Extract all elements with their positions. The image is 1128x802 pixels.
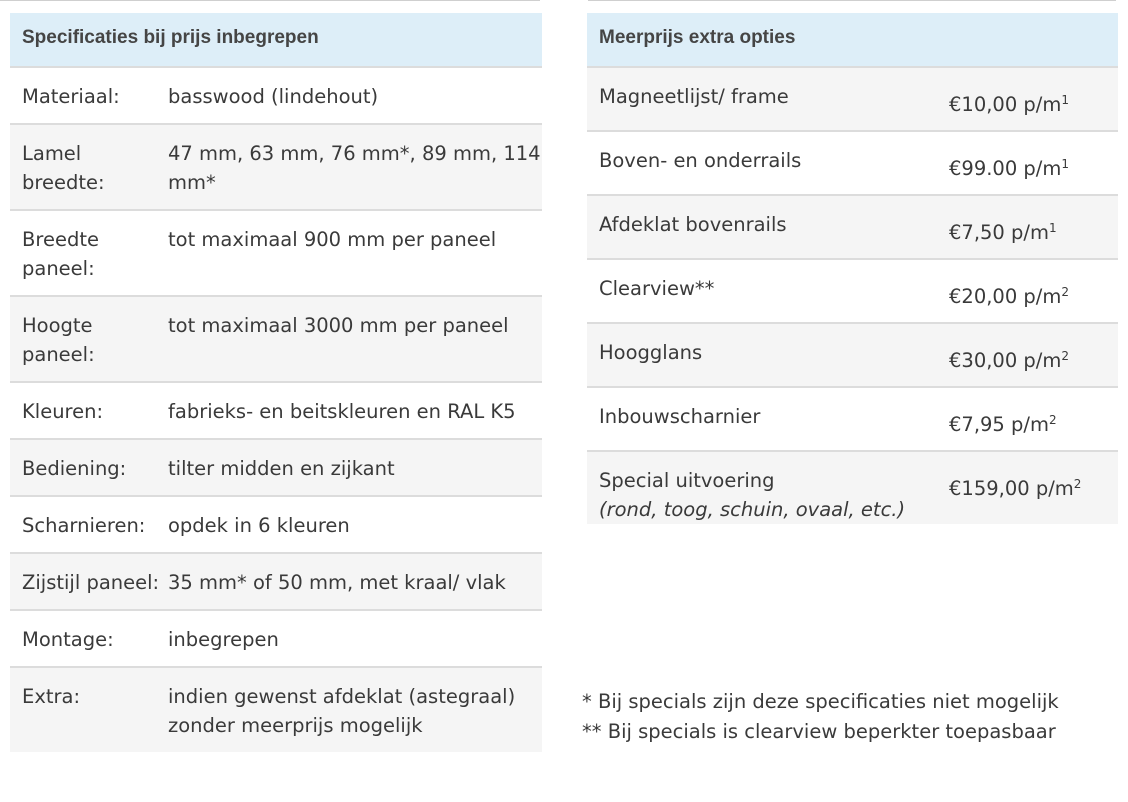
footnote: * Bij specials zijn deze specificaties niet mogelijk: [582, 690, 1059, 713]
price-unit-exponent: 2: [1048, 413, 1057, 427]
specs-title: Specificaties bij prijs inbegrepen: [10, 13, 542, 67]
spec-value: 35 mm* of 50 mm, met kraal/ vlak: [168, 553, 542, 610]
table-row: [10, 439, 542, 496]
price-unit-exponent: 2: [1073, 477, 1082, 491]
option-price: €99.00 $p/m^1$: [937, 131, 1118, 195]
table-row: [10, 667, 542, 752]
spec-label: Bediening:: [10, 439, 168, 496]
table-row: [10, 610, 542, 667]
spec-value: inbegrepen: [168, 610, 542, 667]
table-row: [587, 387, 1118, 451]
price-unit-exponent: 2: [1061, 349, 1070, 363]
spec-label: Lamel breedte:: [10, 124, 168, 210]
spec-value: indien gewenst afdeklat (astegraal) zonder meerprijs mogelijk: [168, 667, 542, 752]
spec-value: fabrieks- en beitskleuren en RAL K5: [168, 382, 542, 439]
price-unit-exponent: 1: [1048, 221, 1057, 235]
spec-label: Extra:: [10, 667, 168, 752]
specs-table: [10, 13, 542, 752]
option-price: €10,00 $p/m^1$: [937, 67, 1118, 131]
option-price: €159,00 $p/m^2$: [937, 451, 1118, 524]
spec-value: basswood (lindehout): [168, 67, 542, 124]
option-label: Afdeklat bovenrails: [587, 195, 937, 259]
option-label: Magneetlijst/ frame: [587, 67, 937, 131]
table-row: [587, 323, 1118, 387]
price-unit-exponent: 2: [1061, 285, 1070, 299]
option-price: €30,00 $p/m^2$: [937, 323, 1118, 387]
table-row: [10, 382, 542, 439]
extras-table: [587, 13, 1118, 524]
spec-label: Kleuren:: [10, 382, 168, 439]
spec-value: 47 mm, 63 mm, 76 mm*, 89 mm, 114 mm*: [168, 124, 542, 210]
extras-title: Meerprijs extra opties: [587, 13, 1118, 67]
top-divider: [0, 0, 1128, 1]
table-row: [587, 67, 1118, 131]
spec-value: tot maximaal 900 mm per paneel: [168, 210, 542, 296]
option-price: €7,50 $p/m^1$: [937, 195, 1118, 259]
price-unit-exponent: 1: [1061, 93, 1070, 107]
option-label: Boven- en onderrails: [587, 131, 937, 195]
spec-value: opdek in 6 kleuren: [168, 496, 542, 553]
spec-value: tilter midden en zijkant: [168, 439, 542, 496]
footnote: ** Bij specials is clearview beperkter toepasbaar: [582, 720, 1056, 743]
spec-label: Materiaal:: [10, 67, 168, 124]
price-unit-exponent: 1: [1061, 157, 1070, 171]
spec-value: tot maximaal 3000 mm per paneel: [168, 296, 542, 382]
option-label: Special uitvoering (rond, toog, schuin, ovaal, etc.): [587, 451, 937, 524]
table-row: [587, 195, 1118, 259]
table-row: [10, 210, 542, 296]
table-row: [10, 67, 542, 124]
option-label: Hoogglans: [587, 323, 937, 387]
spec-label: Scharnieren:: [10, 496, 168, 553]
footnotes: [582, 687, 1059, 747]
spec-label: Zijstijl paneel:: [10, 553, 168, 610]
spec-label: Montage:: [10, 610, 168, 667]
option-price: €20,00 $p/m^2$: [937, 259, 1118, 323]
table-row: [587, 259, 1118, 323]
option-price: €7,95 $p/m^2$: [937, 387, 1118, 451]
table-row: [587, 131, 1118, 195]
option-note: (rond, toog, schuin, ovaal, etc.): [599, 498, 906, 521]
spec-label: Breedte paneel:: [10, 210, 168, 296]
spec-label: Hoogte paneel:: [10, 296, 168, 382]
option-label: Inbouwscharnier: [587, 387, 937, 451]
table-row: [10, 124, 542, 210]
option-label: Clearview**: [587, 259, 937, 323]
table-row: [10, 553, 542, 610]
table-row: [10, 296, 542, 382]
table-row: [587, 451, 1118, 524]
table-row: [10, 496, 542, 553]
